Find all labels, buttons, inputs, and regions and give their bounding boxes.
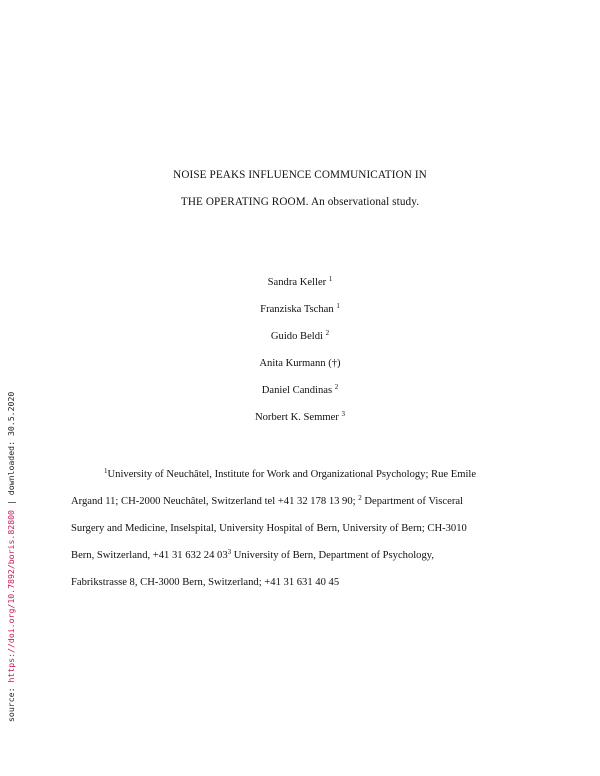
- paper-title-line-1: NOISE PEAKS INFLUENCE COMMUNICATION IN: [173, 169, 427, 181]
- affiliation-marker: 1: [104, 467, 108, 475]
- affiliation-text: Bern, Switzerland, +41 31 632 24 03: [71, 550, 228, 561]
- affiliation-text: University of Neuchâtel, Institute for Work and Organizational Psychology; Rue Emile: [107, 469, 477, 480]
- download-date: downloaded: 30.5.2020: [6, 391, 16, 496]
- author-name: Daniel Candinas: [261, 385, 333, 396]
- author-2: [0, 304, 600, 315]
- affiliation-text: Department of Visceral: [361, 496, 463, 507]
- author-5: [0, 385, 600, 396]
- affiliation-line-3: Surgery and Medicine, Inselspital, University Hospital of Bern, University of Bern; CH-3010: [71, 523, 467, 534]
- stamp-separator: |: [6, 500, 16, 506]
- author-affiliation-marker: 1: [336, 302, 340, 310]
- author-name: Franziska Tschan: [260, 304, 334, 315]
- affiliation-line-2: [71, 496, 463, 507]
- affiliation-line-4: [71, 550, 434, 561]
- author-affiliation-marker: 3: [341, 410, 345, 418]
- affiliation-line-5: Fabrikstrasse 8, CH-3000 Bern, Switzerland; +41 31 631 40 45: [71, 577, 340, 588]
- affiliation-marker: 3: [227, 548, 232, 556]
- author-6: [0, 412, 600, 423]
- author-3: [0, 331, 600, 342]
- affiliation-text: Argand 11; CH-2000 Neuchâtel, Switzerland tel +41 32 178 13 90;: [71, 496, 359, 507]
- author-name: Guido Beldi: [270, 331, 323, 342]
- affiliation-line-1: [104, 469, 476, 480]
- author-name: Sandra Keller: [267, 277, 327, 288]
- author-affiliation-marker: 2: [325, 329, 330, 337]
- author-name: Anita Kurmann (†): [259, 358, 341, 369]
- affiliation-marker: 2: [358, 494, 362, 502]
- paper-title-line-2: THE OPERATING ROOM. An observational study.: [180, 196, 420, 208]
- author-1: [0, 277, 600, 288]
- affiliation-text: University of Bern, Department of Psychology,: [231, 550, 435, 561]
- doi-link[interactable]: https://doi.org/10.7892/boris.82800: [6, 510, 16, 683]
- author-4: [0, 358, 600, 369]
- source-label: source:: [6, 687, 16, 722]
- author-affiliation-marker: 1: [328, 275, 333, 283]
- author-affiliation-marker: 2: [334, 383, 339, 391]
- author-name: Norbert K. Semmer: [254, 412, 339, 423]
- repository-stamp-text: [6, 392, 16, 722]
